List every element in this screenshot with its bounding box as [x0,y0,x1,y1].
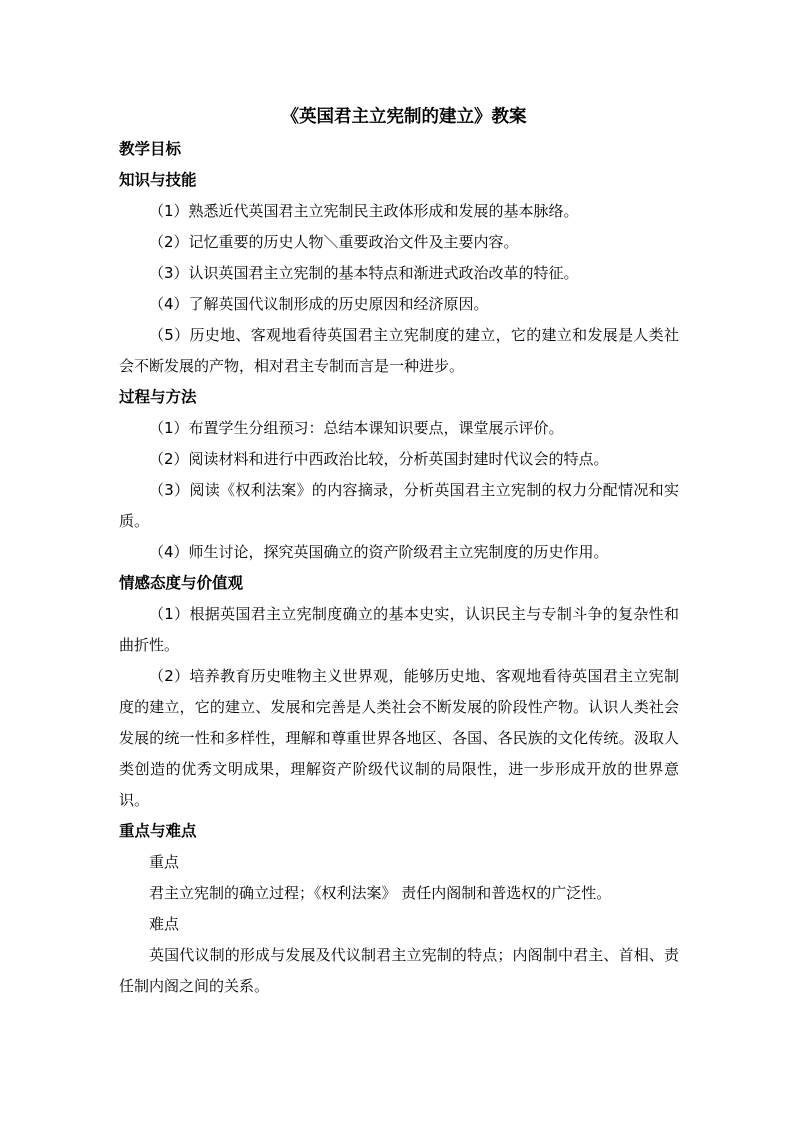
knowledge-item-4: （4）了解英国代议制形成的历史原因和经济原因。 [149,295,489,313]
key-point-text: 君主立宪制的确立过程；《权利法案》 责任内阁制和普选权的广泛性。 [149,884,612,902]
difficulty-label: 难点 [149,915,180,933]
values-item-2: （2）培养教育历史唯物主义世界观，能够历史地、客观地看待英国君主立宪制度的建立，它的建立、发展和完善是人类社会不断发展的阶段性产物。认识人类社会发展的统一性和多样性，理解和尊重世界各地区、各国、各民族的文化传统。汲取人类创造的优秀文明成果，理解资产阶级代议制的局限性，进一步形成开放的世界意识。 [119,667,679,809]
section-heading-values: 情感态度与价值观 [119,574,244,592]
section-heading-key-points: 重点与难点 [119,822,197,840]
process-item-4: （4）师生讨论，探究英国确立的资产阶级君主立宪制度的历史作用。 [149,543,609,561]
key-point-label: 重点 [149,853,180,871]
values-item-1: （1）根据英国君主立宪制度确立的基本史实，认识民主与专制斗争的复杂性和曲折性。 [119,605,679,654]
process-item-3: （3）阅读《权利法案》的内容摘录，分析英国君主立宪制的权力分配情况和实质。 [119,481,679,530]
section-heading-process: 过程与方法 [119,388,197,406]
difficulty-text: 英国代议制的形成与发展及代议制君主立宪制的特点；内阁制中君主、首相、责任制内阁之间的关系。 [119,946,679,995]
document-page [119,103,679,1002]
process-item-1: （1）布置学生分组预习：总结本课知识要点，课堂展示评价。 [149,419,564,437]
knowledge-item-2: （2）记忆重要的历史人物＼重要政治文件及主要内容。 [149,233,519,251]
document-title: 《英国君主立宪制的建立》教案 [281,107,527,127]
section-heading-knowledge: 知识与技能 [119,171,197,189]
knowledge-item-3: （3）认识英国君主立宪制的基本特点和渐进式政治改革的特征。 [149,264,579,282]
knowledge-item-1: （1）熟悉近代英国君主立宪制民主政体形成和发展的基本脉络。 [149,202,579,220]
section-heading-objectives: 教学目标 [119,140,182,158]
process-item-2: （2）阅读材料和进行中西政治比较，分析英国封建时代议会的特点。 [149,450,609,468]
knowledge-item-5: （5）历史地、客观地看待英国君主立宪制度的建立，它的建立和发展是人类社会不断发展的产物，相对君主专制而言是一种进步。 [119,326,679,375]
